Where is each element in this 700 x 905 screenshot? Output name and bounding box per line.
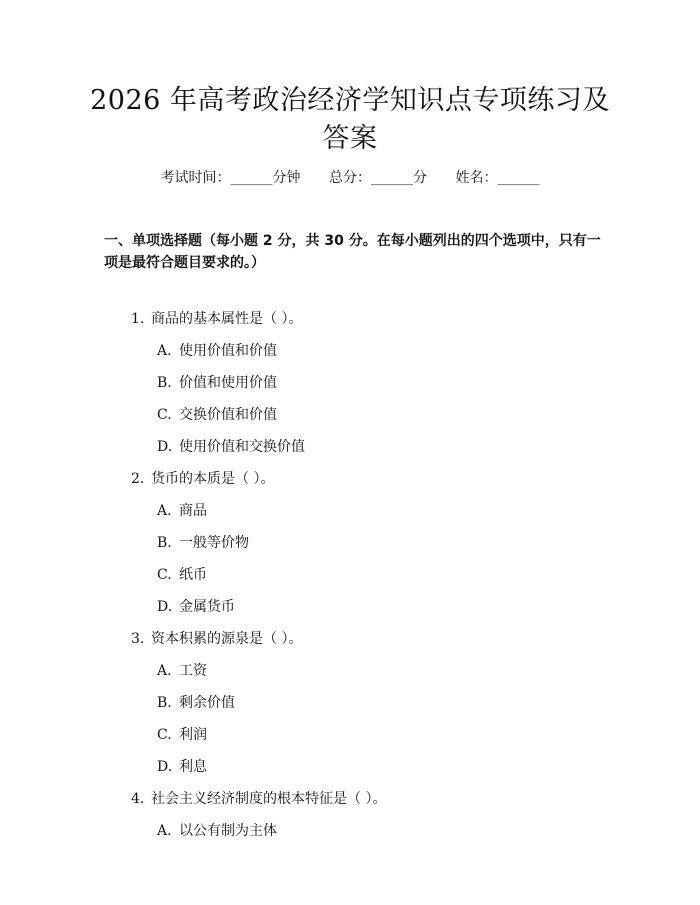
question-3-option-a [157,661,207,681]
option-letter: D. [157,439,173,455]
question-3-option-b [157,693,235,713]
option-text: 商品 [179,503,207,519]
option-letter: A. [157,343,172,359]
option-letter: B. [157,375,172,391]
question-1-stem [131,309,302,329]
question-number: 3. [131,631,145,647]
total-score-field: 总分：______分 [329,170,427,186]
question-number: 4. [131,791,145,807]
option-letter: B. [157,695,172,711]
section-header-single-choice: 一、单项选择题（每小题 2 分，共 30 分。在每小题列出的四个选项中，只有一项是最符合题目要求的。） [104,233,601,271]
question-4-stem [131,789,386,809]
question-2-option-a [157,501,207,521]
question-1-option-b [157,373,277,393]
question-3-option-c [157,725,207,745]
option-letter: A. [157,823,172,839]
option-text: 利息 [179,759,207,775]
option-letter: C. [157,727,172,743]
question-3-stem [131,629,302,649]
option-text: 使用价值和交换价值 [179,439,305,455]
question-text: 商品的基本属性是（ ）。 [151,311,303,327]
question-1-option-c [157,405,277,425]
option-text: 利润 [179,727,207,743]
question-number: 2. [131,471,145,487]
option-text: 剩余价值 [179,695,235,711]
option-text: 金属货币 [179,599,235,615]
option-text: 一般等价物 [179,535,249,551]
option-text: 使用价值和价值 [179,343,277,359]
question-1-option-a [157,341,277,361]
document-title: 2026 年高考政治经济学知识点专项练习及答案 [90,85,610,154]
option-letter: D. [157,759,173,775]
question-text: 资本积累的源泉是（ ）。 [151,631,303,647]
question-4-option-a [157,821,277,841]
question-1-option-d [157,437,305,457]
question-2-stem [131,469,274,489]
question-text: 货币的本质是（ ）。 [151,471,275,487]
exam-meta-row [0,168,700,188]
option-text: 价值和使用价值 [179,375,277,391]
student-name-field: 姓名：______ [455,170,540,186]
question-3-option-d [157,757,207,777]
option-letter: C. [157,407,172,423]
option-text: 纸币 [179,567,207,583]
option-letter: B. [157,535,172,551]
option-letter: A. [157,503,172,519]
exam-time-field: 考试时间：______分钟 [160,170,301,186]
option-letter: A. [157,663,172,679]
question-2-option-b [157,533,249,553]
option-text: 以公有制为主体 [179,823,277,839]
option-letter: D. [157,599,173,615]
question-text: 社会主义经济制度的根本特征是（ ）。 [151,791,387,807]
question-number: 1. [131,311,145,327]
option-letter: C. [157,567,172,583]
option-text: 交换价值和价值 [179,407,277,423]
question-2-option-c [157,565,207,585]
option-text: 工资 [179,663,207,679]
question-2-option-d [157,597,235,617]
